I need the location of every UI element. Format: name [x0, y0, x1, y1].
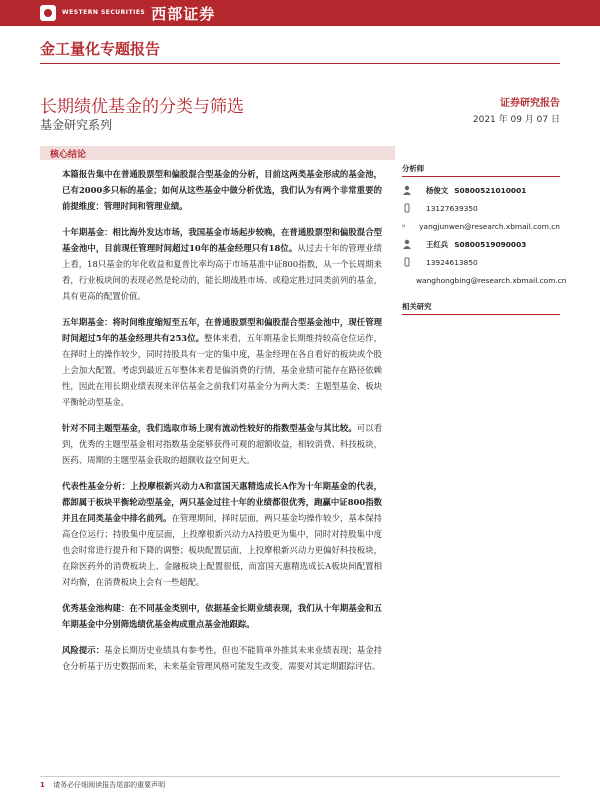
- summary-paragraph: [62, 420, 382, 468]
- analyst-phone: 13127639350: [426, 203, 478, 213]
- person-icon: [402, 239, 412, 249]
- analyst-email[interactable]: yangjunwen@research.xbmail.com.cn: [419, 221, 560, 231]
- phone-icon: [402, 257, 412, 267]
- paragraph-lead: 风险提示：: [62, 645, 105, 655]
- footer-notice: 请务必仔细阅读报告尾部的重要声明: [53, 781, 166, 789]
- page-footer: [40, 780, 165, 790]
- summary-paragraph: [62, 166, 382, 214]
- analyst-phone-row: [402, 201, 560, 215]
- brand-logo: [40, 3, 215, 23]
- paragraph-text: 整体来看，五年期基金长期维持较高仓位运作，在择时上的操作较少，同时持股具有一定的集中度，基金经理在各自看好的板块或个股上会加大配置。考虑到最近五年整体来看是偏消费的行情，基金业绩可能存在路径依赖性，因此在用长期业绩表现来评估基金之前我们对基金分为两大类：主题型基金、板块平衡轮动型基金。: [62, 333, 383, 407]
- paragraph-lead: 五年期基金：将时间维度缩短至五年，在普通股票型和偏股混合型基金池中，现任管理时间超过5年的基金经理共有253位。: [62, 317, 382, 343]
- paragraph-text: 可以看到，优秀的主题型基金相对指数基金能够获得可观的超额收益，相较消费、科技板块，医药、周期的主题型基金获取的超额收益空间更大。: [62, 423, 383, 465]
- report-type: 金工量化专题报告: [40, 40, 161, 58]
- paragraph-lead: 针对不同主题型基金，我们选取市场上现有流动性较好的指数型基金与其比较。: [62, 423, 357, 433]
- analyst-heading: 分析师: [402, 163, 560, 177]
- analyst-email-row: [402, 219, 560, 233]
- analyst-phone: 13924613850: [426, 257, 478, 267]
- header-divider: [40, 63, 560, 64]
- top-banner: [0, 0, 600, 26]
- person-icon: [402, 185, 412, 195]
- summary-paragraph: [62, 642, 382, 674]
- sidebar: [402, 163, 567, 315]
- analyst-row: [402, 237, 560, 251]
- paragraph-text: 基金长期历史业绩具有参考性，但也不能简单外推其未来业绩表现；基金持仓分析基于历史数据而来，未来基金管理风格可能发生改变，需要对其定期跟踪评估。: [62, 645, 383, 671]
- paragraph-lead: 本篇报告集中在普通股票型和偏股混合型基金的分析，目前这两类基金形成的基金池，已有2000多只标的基金；如何从这些基金中做分析优选，我们认为有两个非常重要的前提维度：管理时间和管理业绩。: [62, 169, 382, 211]
- brand-mark-icon: [40, 5, 56, 21]
- report-category: 证券研究报告: [500, 98, 560, 109]
- summary-paragraph: [62, 224, 382, 304]
- analyst-row: [402, 183, 560, 197]
- logo-english: WESTERN SECURITIES: [62, 9, 146, 16]
- summary-paragraph: [62, 600, 382, 632]
- paragraph-text: 从过去十年的管理业绩上看，18只基金的年化收益和夏普比率均高于市场基准中证800指数，从一个长周期来看，行业板块间的表现必然是轮动的，能长期战胜市场、或稳定胜过同类前列的基金，具有更高的配置价值。: [62, 243, 382, 301]
- page-number: 1: [40, 781, 45, 789]
- analyst-name: 杨俊文: [426, 185, 449, 195]
- summary-body: [62, 166, 382, 684]
- paragraph-lead: 十年期基金：相比海外发达市场，我国基金市场起步较晚，在普通股票型和偏股混合型基金池中，目前现任管理时间超过10年的基金经理只有18位。: [62, 227, 382, 253]
- footer-divider: [40, 776, 560, 777]
- analyst-email-row: [402, 273, 567, 287]
- paragraph-lead: 代表性基金分析：上投摩根新兴动力A和富国天惠精选成长A作为十年期基金的代表，都卸属于板块平衡轮动型基金，两只基金过往十年的业绩都很优秀，跑赢中证800指数并且在同类基金中排名前列。: [62, 481, 382, 523]
- related-research-heading: 相关研究: [402, 301, 560, 315]
- analyst-phone-row: [402, 255, 560, 269]
- section-label: 核心结论: [50, 150, 87, 160]
- mail-icon: [402, 221, 405, 231]
- section-header-bar: [40, 146, 395, 160]
- analyst-email[interactable]: wanghongbing@research.xbmail.com.cn: [416, 275, 567, 285]
- analyst-code: S0800521010001: [454, 185, 527, 195]
- phone-icon: [402, 203, 412, 213]
- report-date: 2021 年 09 月 07 日: [472, 115, 560, 125]
- summary-paragraph: [62, 478, 382, 590]
- analyst-name: 王红兵: [426, 239, 449, 249]
- summary-paragraph: [62, 314, 382, 410]
- report-title: 长期绩优基金的分类与筛选: [40, 97, 244, 117]
- report-series: 基金研究系列: [40, 118, 113, 132]
- logo-chinese: 西部证券: [151, 4, 216, 23]
- paragraph-lead: 优秀基金池构建：在不同基金类别中，依据基金长期业绩表现，我们从十年期基金和五年期基金中分别筛选绩优基金构成重点基金池跟踪。: [62, 603, 382, 629]
- paragraph-text: 在管理期间，择时层面，两只基金均操作较少，基本保持高仓位运行；持股集中度层面，上投摩根新兴动力A持股更为集中，同时对持股集中度也会时常进行提升和下降的调整；板块配置层面，上投摩根新兴动力更偏好科技板块，在除医药外的消费板块上、金融板块上配置很低，而富国天惠精选成长A板块间配置相对均衡，在消费板块上会有一些超配。: [62, 513, 383, 587]
- analyst-code: S0800519090003: [454, 239, 527, 249]
